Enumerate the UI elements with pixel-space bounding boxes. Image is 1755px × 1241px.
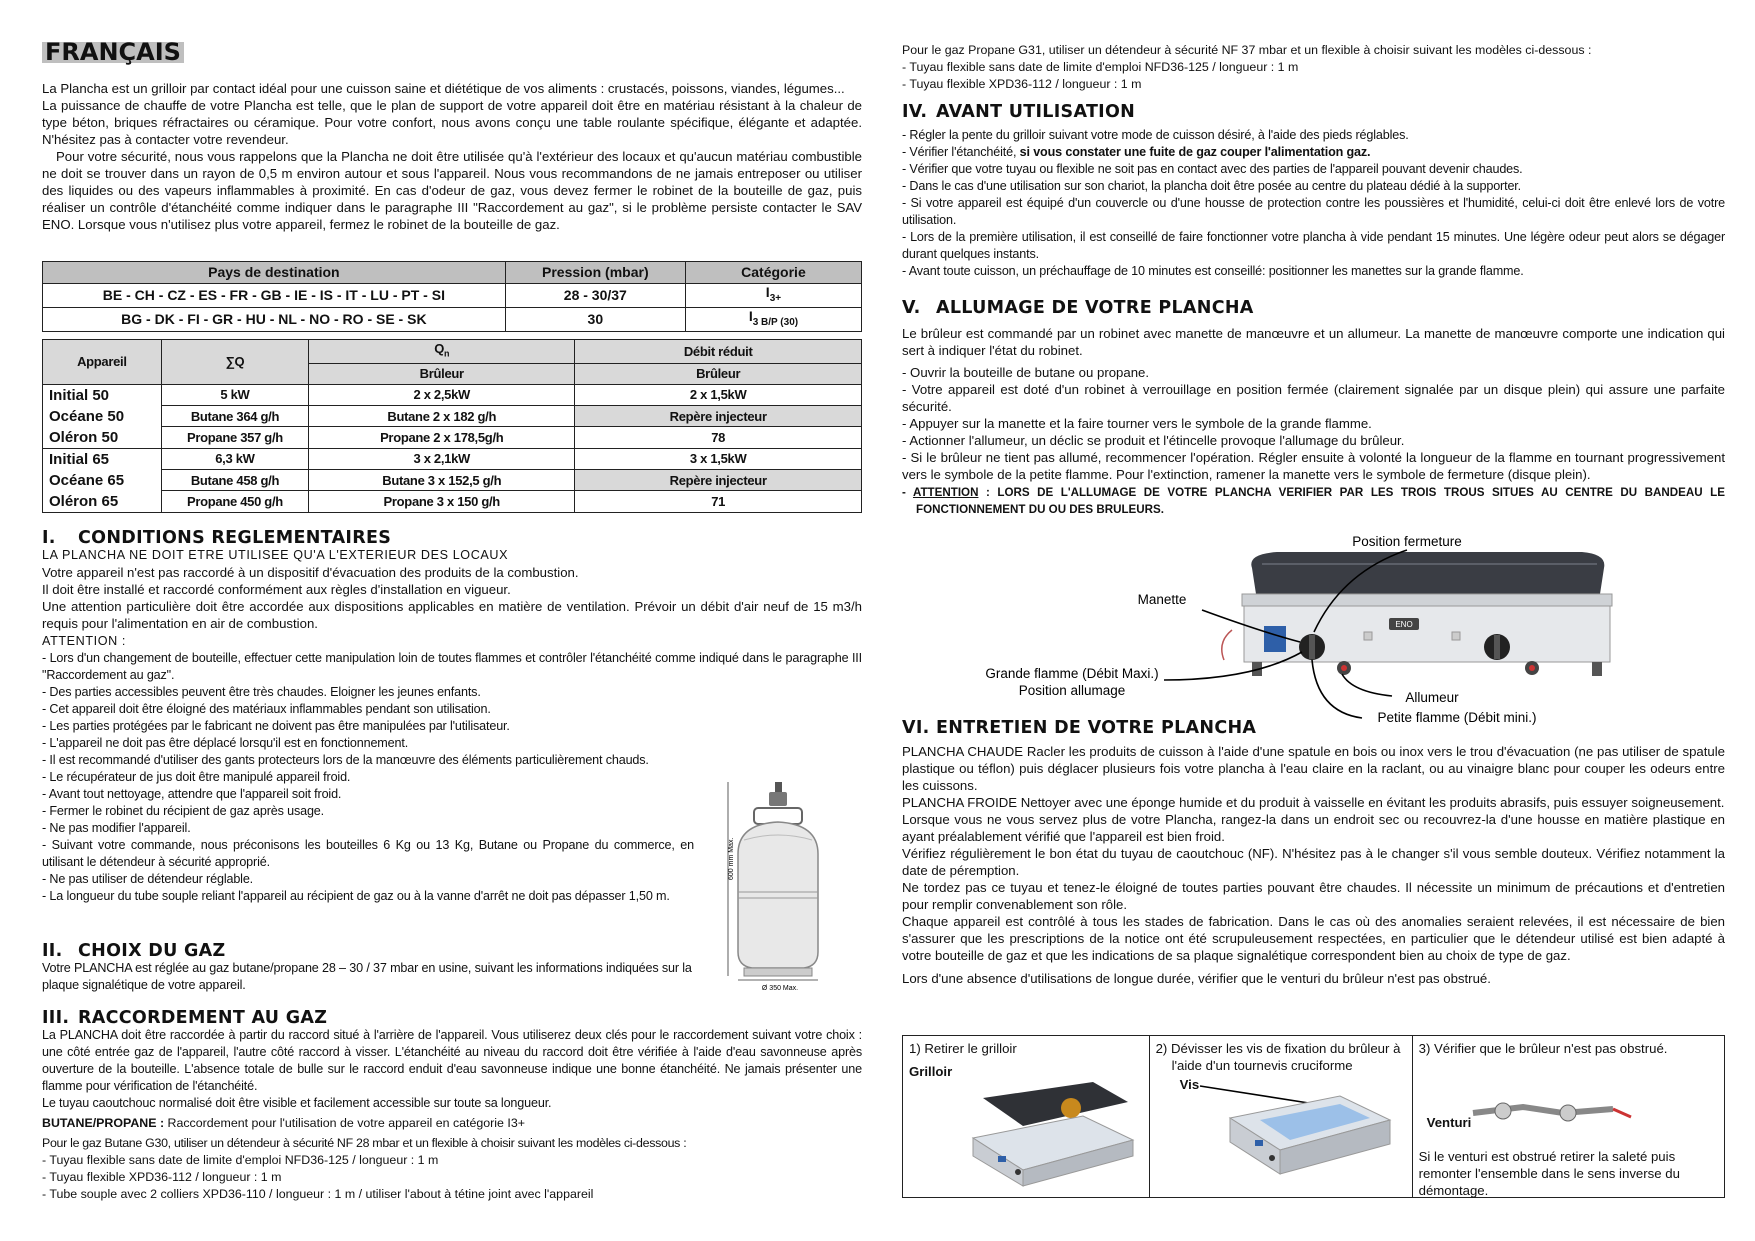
table-cell: Butane 2 x 182 g/h	[309, 405, 575, 426]
table-cell: Repère injecteur	[575, 405, 862, 426]
page-title: FRANÇAIS	[42, 42, 184, 63]
section-2	[42, 943, 862, 994]
table-cell: Propane 357 g/h	[161, 427, 308, 448]
label-grande-flamme: Grande flamme (Débit Maxi.)	[985, 666, 1159, 681]
list-item: - Régler la pente du grilloir suivant votre mode de cuisson désiré, à l'aide des pieds réglables.	[902, 128, 1409, 142]
section-title: AVANT UTILISATION	[936, 102, 1136, 122]
bottle-diameter-label: Ø 350 Max.	[761, 985, 799, 992]
step-2	[1149, 1036, 1412, 1198]
paragraph: PLANCHA FROIDE Nettoyer avec une éponge humide et du produit à vaisselle en évitant les produits abrasifs, puis essuyer soigneusement.	[902, 795, 1725, 810]
l2-bold: si vous constater une fuite de gaz couper l'alimentation gaz.	[1019, 145, 1371, 159]
section-num: III.	[42, 1008, 70, 1028]
step-label: 2) Dévisser les vis de fixation du brûleur à l'aide d'un tournevis cruciforme	[1155, 1041, 1401, 1073]
table-row	[43, 284, 862, 308]
section-5-intro: Le brûleur est commandé par un robinet avec manette de manœuvre et un allumeur. La manette de manœuvre comporte une indication qui sert à indiquer l'état du robinet.	[902, 326, 1725, 358]
table-cell: 6,3 kW	[161, 448, 308, 469]
label-position-fermeture: Position fermeture	[1352, 534, 1462, 549]
model-name: Initial 50	[49, 386, 110, 404]
list-item: - L'appareil ne doit pas être déplacé lorsqu'il est en fonctionnement.	[42, 736, 409, 750]
step-note: Si le venturi est obstrué retirer la saleté puis remonter l'ensemble dans le sens inverse du démontage.	[1418, 1149, 1680, 1198]
section-3	[42, 1010, 862, 1203]
section-num: V.	[902, 298, 921, 318]
label-position-allumage: Position allumage	[1018, 683, 1126, 698]
pression-cell: 30	[505, 307, 685, 331]
intro	[42, 80, 862, 233]
table-row	[43, 384, 862, 405]
section-6-heading	[902, 720, 1725, 737]
plancha-plate	[1251, 552, 1604, 594]
th-pression: Pression (mbar)	[505, 262, 685, 284]
list-item: - Vérifier que votre tuyau ou flexible ne soit pas en contact avec des parties de l'appareil pouvant devenir chaudes.	[902, 162, 1523, 176]
th-debit: Débit réduit	[575, 340, 862, 364]
table-row	[43, 469, 862, 490]
section-5	[902, 300, 1725, 518]
step-tag: Vis	[1179, 1077, 1200, 1092]
right-column	[902, 0, 1725, 1241]
pression-cell: 28 - 30/37	[505, 284, 685, 308]
list-item: - La longueur du tube souple reliant l'appareil au récipient de gaz ou à la vanne d'arrêt ne doit pas dépasser 1,50 m.	[42, 889, 670, 903]
cat-main: I	[748, 307, 753, 324]
butane-text: Pour le gaz Butane G30, utiliser un détendeur à sécurité NF 28 mbar et un flexible à choisir suivant les modèles ci-dessous :	[42, 1136, 687, 1150]
section-5-list	[902, 364, 1725, 483]
qn-sub: n	[444, 348, 450, 359]
bp-text: Raccordement pour l'utilisation de votre appareil en catégorie I3+	[164, 1116, 525, 1130]
left-column	[42, 0, 862, 1241]
cat-main: I	[765, 284, 770, 300]
paragraph: PLANCHA CHAUDE Racler les produits de cuisson à l'aide d'une spatule en bois ou inox vers le trou d'évacuation (ne pas utiliser de spatule plastique ou téflon) puis déglacer plusieurs fois votre plancha à l'eau claire en la raclant, ou au vinaigre blanc pour couper les odeurs entre les cuissons.	[902, 744, 1725, 793]
list-item: - Avant tout nettoyage, attendre que l'appareil soit froid.	[42, 787, 342, 801]
table-cell: Propane 3 x 150 g/h	[309, 491, 575, 512]
text-line: Il doit être installé et raccordé conformément aux règles d'installation en vigueur.	[42, 582, 511, 597]
categorie-cell	[685, 307, 861, 331]
label-manette: Manette	[1137, 592, 1187, 607]
pays-cell: BE - CH - CZ - ES - FR - GB - IE - IS - IT - LU - PT - SI	[43, 284, 506, 308]
table-cell: 2 x 2,5kW	[309, 384, 575, 405]
th-qn	[309, 340, 575, 364]
paragraph: Ne tordez pas ce tuyau et tenez-le éloigné de toutes parties pouvant être chaudes. Il nécessite un minimum de précautions et d'entretien pour remplir convenablement son rôle.	[902, 880, 1725, 912]
section-title: ALLUMAGE DE VOTRE PLANCHA	[936, 298, 1254, 318]
th-sumq: ∑Q	[161, 340, 308, 385]
list-item: - Lors d'un changement de bouteille, effectuer cette manipulation loin de toutes flammes et contrôler l'étanchéité comme indiqué dans le paragraphe III "Raccordement au gaz".	[42, 651, 862, 682]
section-title: CONDITIONS REGLEMENTAIRES	[78, 528, 392, 548]
model-name: Océane 65	[49, 471, 125, 489]
bottle-height-label: 600 mm Max.	[728, 837, 735, 880]
cat-sub: 3 B/P (30)	[752, 316, 799, 328]
propane-text: Pour le gaz Propane G31, utiliser un détendeur à sécurité NF 37 mbar et un flexible à choisir suivant les modèles ci-dessous :	[902, 43, 1592, 57]
list-item: - Dans le cas d'une utilisation sur son chariot, la plancha doit être posée au centre du plateau dédié à la supporter.	[902, 179, 1521, 193]
step-1-illustration	[943, 1078, 1143, 1188]
table-cell: Butane 458 g/h	[161, 469, 308, 490]
absence-line: Lors d'une absence d'utilisations de longue durée, vérifier que le venturi du brûleur n'est pas obstrué.	[902, 971, 1491, 986]
cat-sub: 3+	[769, 292, 782, 304]
table-row	[43, 307, 862, 331]
intro-p3: Pour votre sécurité, nous vous rappelons que la Plancha ne doit être utilisée qu'à l'extérieur des locaux et qu'aucun matériau combustible ne doit se trouver dans un rayon de 0,5 m environ autour et sous l'appareil. Nous vous recommandons de ne jamais entreposer ou utiliser des liquides ou des vapeurs inflammables à proximité. En cas d'odeur de gaz, vous devez fermer le robinet de la bouteille de gaz, puis réaliser un contrôle d'étanchéité comme indiquer dans le paragraphe III "Raccordement au gaz", si le problème persiste contacter le SAV ENO. Lorsque vous n'utilisez plus votre appareil, fermez le robinet de la bouteille de gaz.	[42, 149, 862, 232]
table-cell: 2 x 1,5kW	[575, 384, 862, 405]
model-name: Oléron 65	[49, 492, 119, 510]
table-row	[43, 405, 862, 426]
list-item: - Ne pas utiliser de détendeur réglable.	[42, 872, 254, 886]
table-row	[43, 427, 862, 448]
model-names	[43, 448, 162, 512]
step-tag: Venturi	[1426, 1115, 1472, 1130]
model-name: Oléron 50	[49, 428, 119, 446]
plancha-diagram	[902, 532, 1725, 728]
list-item: - Cet appareil doit être éloigné des matériaux inflammables pendant son utilisation.	[42, 702, 491, 716]
model-name: Initial 65	[49, 450, 110, 468]
list-item: - Appuyer sur la manette et la faire tourner vers le symbole de la grande flamme.	[902, 416, 1372, 431]
th-bruleur-debit: Brûleur	[575, 363, 862, 384]
section-num: VI.	[902, 718, 930, 738]
table-cell: 3 x 2,1kW	[309, 448, 575, 469]
table-cell: Repère injecteur	[575, 469, 862, 490]
section-6	[902, 720, 1725, 987]
section-title: ENTRETIEN DE VOTRE PLANCHA	[936, 718, 1257, 738]
list-item: - Des parties accessibles peuvent être très chaudes. Eloigner les jeunes enfants.	[42, 685, 481, 699]
table-row	[43, 491, 862, 512]
model-name: Océane 50	[49, 407, 125, 425]
list-item: - Ne pas modifier l'appareil.	[42, 821, 191, 835]
paragraph: Lorsque vous ne vous servez plus de votre Plancha, rangez-la dans un endroit sec ou recouvrez-la d'une housse en matière plastique en ayant préalablement vérifié que l'appareil est bien froid.	[902, 812, 1725, 844]
step-3	[1412, 1036, 1724, 1198]
label-petite-flamme: Petite flamme (Débit mini.)	[1377, 710, 1537, 725]
list-item: - Tuyau flexible XPD36-112 / longueur : 1 m	[902, 77, 1142, 91]
page-title-block	[42, 38, 862, 66]
attention-underlined: ATTENTION	[912, 486, 979, 499]
section-title: RACCORDEMENT AU GAZ	[78, 1008, 328, 1028]
paragraph: Chaque appareil est contrôlé à tous les stades de fabrication. Dans le cas où des anomalies seraient relevées, il est nécessaire de bien s'assurer que les prescriptions de la notice ont été scrupuleusement respectées, en particulier que le détendeur utilisé est bien adapté à votre bouteille de gaz et que les indications de sa plaque signalétique correspondent bien au choix de type de gaz.	[902, 914, 1725, 963]
step-1	[903, 1036, 1150, 1198]
section-2-heading	[42, 943, 862, 960]
categorie-cell	[685, 284, 861, 308]
list-item: - Tuyau flexible sans date de limite d'emploi NFD36-125 / longueur : 1 m	[42, 1153, 439, 1167]
section-3-text: La PLANCHA doit être raccordée à partir du raccord situé à l'arrière de l'appareil. Vous utiliserez deux clés pour le raccordement suivant votre choix : une côté entrée gaz de l'appareil, l'autre côté raccord à visser. L'étanchéité au niveau du raccord doit être vérifiée à l'aide d'eau savonneuse après ouverture de la bouteille. L'absence totale de bulle sur le raccord enduit d'eau savonneuse indique une bonne étanchéité. Ne jamais présenter une flamme pour vérification de l'étanchéité.	[42, 1028, 862, 1093]
step-tag: Grilloir	[909, 1064, 953, 1079]
th-categorie: Catégorie	[685, 262, 861, 284]
text-line: Votre appareil n'est pas raccordé à un dispositif d'évacuation des produits de la combustion.	[42, 565, 579, 580]
section-title: CHOIX DU GAZ	[78, 941, 226, 961]
brand-label: ENO	[1395, 620, 1413, 629]
section-4-heading	[902, 104, 1725, 121]
table-cell: 71	[575, 491, 862, 512]
section-num: I.	[42, 528, 56, 548]
list-item	[902, 144, 1725, 161]
list-item: - Tuyau flexible XPD36-112 / longueur : 1 m	[42, 1170, 282, 1184]
section-3-text2: Le tuyau caoutchouc normalisé doit être visible et facilement accessible sur toute sa longueur.	[42, 1096, 552, 1110]
list-item: - Le récupérateur de jus doit être manipulé appareil froid.	[42, 770, 351, 784]
attention-text: : LORS DE L'ALLUMAGE DE VOTRE PLANCHA VERIFIER PAR LES TROIS TROUS SITUES AU CENTRE DU BANDEAU LE FONCTIONNEMENT DU OU DES BRULEURS.	[916, 486, 1725, 516]
l2-text: - Vérifier l'étanchéité,	[902, 145, 1020, 159]
section-num: II.	[42, 941, 63, 961]
th-bruleur-qn: Brûleur	[309, 363, 575, 384]
qn-main: Q	[434, 341, 445, 356]
th-appareil: Appareil	[43, 340, 162, 385]
section-4	[902, 104, 1725, 280]
pays-cell: BG - DK - FI - GR - HU - NL - NO - RO - SE - SK	[43, 307, 506, 331]
step-label: 1) Retirer le grilloir	[909, 1041, 1017, 1056]
section-num: IV.	[902, 102, 928, 122]
list-item: - Si le brûleur ne tient pas allumé, recommencer l'opération. Régler ensuite à volonté la longueur de la flamme en tournant progressivement vers le symbole de la petite flamme. Pour l'extinction, ramener la manette vers le symbole de fermeture (disque plein).	[902, 450, 1725, 482]
text-line: Une attention particulière doit être accordée aux dispositions applicables en matière de ventilation. Prévoir un débit d'air neuf de 15 m3/h requis pour l'alimentation en air de combustion.	[42, 599, 862, 631]
propane-block	[902, 42, 1725, 93]
gas-label-plate	[1264, 626, 1286, 652]
steps-table	[902, 1035, 1725, 1198]
list-item: - Tube souple avec 2 colliers XPD36-110 / longueur : 1 m / utiliser l'about à tétine joint avec l'appareil	[42, 1187, 594, 1201]
step-3-illustration	[1463, 1091, 1633, 1131]
table-cell: Propane 2 x 178,5g/h	[309, 427, 575, 448]
arrow-allumeur	[1342, 674, 1392, 696]
list-item: - Avant toute cuisson, un préchauffage de 10 minutes est conseillé: positionner les manettes sur la grande flamme.	[902, 264, 1524, 278]
list-item: - Il est recommandé d'utiliser des gants protecteurs lors de la manœuvre des éléments particulièrement chauds.	[42, 753, 649, 767]
list-item: - Votre appareil est doté d'un robinet à verrouillage en position fermée (clairement signalée par un disque plein) qui assure une parfaite sécurité.	[902, 382, 1725, 414]
section-3-heading	[42, 1010, 862, 1027]
list-item: - Lors de la première utilisation, il est conseillé de faire fonctionner votre plancha à vide pendant 15 minutes. Une légère odeur peut alors se dégager durant quelques instants.	[902, 230, 1725, 261]
table-row	[43, 448, 862, 469]
bp-label: BUTANE/PROPANE :	[42, 1116, 165, 1130]
section-6-text	[902, 743, 1725, 964]
intro-p1: La Plancha est un grilloir par contact idéal pour une cuisson saine et diététique de vos aliments : crustacés, poissons, viandes, légumes...	[42, 81, 845, 96]
list-item: - Si votre appareil est équipé d'un couvercle ou d'une housse de protection contre les poussières et l'humidité, celui-ci doit être enlevé lors de votre utilisation.	[902, 196, 1725, 227]
table-cell: Propane 450 g/h	[161, 491, 308, 512]
list-item: - Suivant votre commande, nous préconisons les bouteilles 6 Kg ou 13 Kg, Butane ou Propane du commerce, en utilisant le détendeur à sécurité approprié.	[42, 838, 694, 869]
th-pays: Pays de destination	[43, 262, 506, 284]
step-2-illustration	[1200, 1078, 1400, 1188]
table-cell: 78	[575, 427, 862, 448]
paragraph: Vérifiez régulièrement le bon état du tuyau de caoutchouc (NF). N'hésitez pas à le changer s'il vous semble douteux. Vérifiez notamment la date de péremption.	[902, 846, 1725, 878]
list-item: - Ouvrir la bouteille de butane ou propane.	[902, 365, 1150, 380]
pressure-table	[42, 261, 862, 332]
list-item: - Tuyau flexible sans date de limite d'emploi NFD36-125 / longueur : 1 m	[902, 60, 1299, 74]
list-item: - Les parties protégées par le fabricant ne doivent pas être manipulées par l'utilisateur.	[42, 719, 510, 733]
label-allumeur: Allumeur	[1405, 690, 1459, 705]
table-cell: Butane 3 x 152,5 g/h	[309, 469, 575, 490]
caps-line: LA PLANCHA NE DOIT ETRE UTILISEE QU'A L'EXTERIEUR DES LOCAUX	[42, 548, 509, 562]
section-2-text: Votre PLANCHA est réglée au gaz butane/propane 28 – 30 / 37 mbar en usine, suivant les informations indiquées sur la plaque signalétique de votre appareil.	[42, 961, 692, 992]
step-label: 3) Vérifier que le brûleur n'est pas obstrué.	[1418, 1041, 1668, 1056]
section-5-heading	[902, 300, 1725, 317]
section-5-attention: - ATTENTION : LORS DE L'ALLUMAGE DE VOTRE PLANCHA VERIFIER PAR LES TROIS TROUS SITUES AU CENTRE DU BANDEAU LE FONCTIONNEMENT DU OU DES BRULEURS.	[902, 486, 1725, 516]
power-table	[42, 339, 862, 513]
intro-p2: La puissance de chauffe de votre Plancha est telle, que le plan de support de votre appareil doit être en matériau résistant à la chaleur de type béton, briques réfractaires ou céramique. Pour votre confort, nous avons conçu une table roulante spécifique, élégante et adaptée. N'hésitez pas à contacter votre revendeur.	[42, 98, 862, 147]
list-item: - Fermer le robinet du récipient de gaz après usage.	[42, 804, 325, 818]
table-cell: Butane 364 g/h	[161, 405, 308, 426]
table-cell: 5 kW	[161, 384, 308, 405]
section-1-heading	[42, 530, 862, 547]
section-4-list	[902, 127, 1725, 280]
model-names	[43, 384, 162, 448]
attention-label: ATTENTION :	[42, 634, 127, 648]
arrow-petite-flamme	[1312, 660, 1362, 718]
table-cell: 3 x 1,5kW	[575, 448, 862, 469]
list-item: - Actionner l'allumeur, un déclic se produit et l'étincelle provoque l'allumage du brûleur.	[902, 433, 1405, 448]
